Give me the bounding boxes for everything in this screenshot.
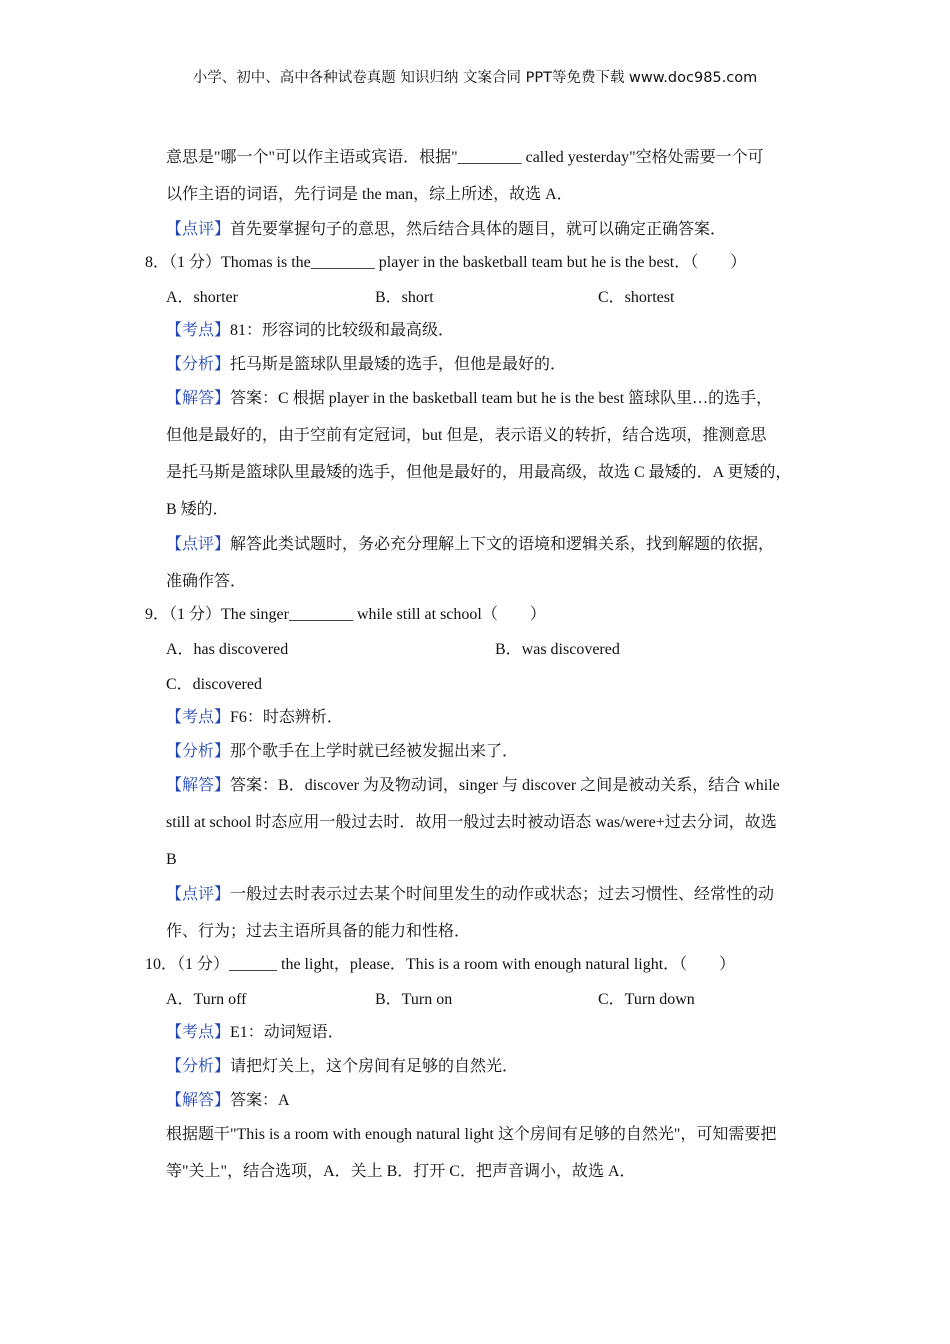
jieda-tag: 【解答】 xyxy=(166,1092,231,1109)
option-a: A．has discovered xyxy=(166,641,289,658)
jieda-line: 是托马斯是篮球队里最矮的选手，但他是最好的，用最高级，故选 C 最矮的．A 更矮的， xyxy=(166,464,792,481)
jieda-tag: 【解答】 xyxy=(166,777,231,794)
question-10-stem: 10．（1 分）______ the light，please．This is a room with enough natural light．（ ） xyxy=(145,956,736,973)
option-b: B．short xyxy=(375,289,434,306)
jieda-line: still at school 时态应用一般过去时．故用一般过去时被动语态 was/were+过去分词，故选 xyxy=(166,814,777,831)
fenxi-text: 那个歌手在上学时就已经被发掘出来了． xyxy=(230,743,519,760)
jieda-tag: 【解答】 xyxy=(166,390,231,407)
explanation-line: 以作主语的词语，先行词是 the man，综上所述，故选 A． xyxy=(166,186,573,203)
kaodian-tag: 【考点】 xyxy=(166,322,231,339)
option-b: B．Turn on xyxy=(375,991,453,1008)
option-a: A．shorter xyxy=(166,289,238,306)
dianping-tag: 【点评】 xyxy=(166,536,231,553)
fenxi-tag: 【分析】 xyxy=(166,1058,231,1075)
kaodian-row xyxy=(166,708,343,728)
jieda-text: 答案：C 根据 player in the basketball team but he is the best 篮球队里…的选手， xyxy=(230,390,773,407)
fenxi-text: 请把灯关上，这个房间有足够的自然光． xyxy=(230,1058,519,1075)
kaodian-tag: 【考点】 xyxy=(166,1024,231,1041)
option-a: A．Turn off xyxy=(166,991,247,1008)
dianping-tag: 【点评】 xyxy=(166,886,231,903)
dianping-row xyxy=(166,535,774,555)
jieda-row xyxy=(166,776,780,796)
jieda-row xyxy=(166,1091,290,1111)
kaodian-row xyxy=(166,1023,344,1043)
fenxi-row xyxy=(166,355,566,375)
option-c: C．Turn down xyxy=(598,991,695,1008)
question-9-stem: 9．（1 分）The singer________ while still at school（ ） xyxy=(145,606,546,623)
fenxi-tag: 【分析】 xyxy=(166,356,231,373)
fenxi-text: 托马斯是篮球队里最矮的选手，但他是最好的． xyxy=(230,356,567,373)
option-c: C．discovered xyxy=(166,676,262,693)
dianping-row xyxy=(166,885,774,905)
option-b: B．was discovered xyxy=(495,641,620,658)
fenxi-row xyxy=(166,742,518,762)
page-header: 小学、初中、高中各种试卷真题 知识归纳 文案合同 PPT等免费下载 www.doc985.com xyxy=(192,70,758,86)
dianping-tag: 【点评】 xyxy=(166,221,231,238)
dianping-text: 首先要掌握句子的意思，然后结合具体的题目，就可以确定正确答案． xyxy=(230,221,727,238)
question-8-stem: 8．（1 分）Thomas is the________ player in the basketball team but he is the best．（ ） xyxy=(145,254,747,271)
kaodian-text: E1：动词短语． xyxy=(230,1024,344,1041)
kaodian-text: F6：时态辨析． xyxy=(230,709,343,726)
jieda-line: 但他是最好的，由于空前有定冠词，but 但是，表示语义的转折，结合选项，推测意思 xyxy=(166,427,767,444)
kaodian-row xyxy=(166,321,454,341)
kaodian-text: 81：形容词的比较级和最高级． xyxy=(230,322,455,339)
explanation-line: 等"关上"，结合选项，A．关上 B．打开 C．把声音调小，故选 A． xyxy=(166,1163,636,1180)
option-c: C．shortest xyxy=(598,289,675,306)
dianping-row xyxy=(166,220,726,240)
explanation-line: 根据题干"This is a room with enough natural light 这个房间有足够的自然光"，可知需要把 xyxy=(166,1126,777,1143)
dianping-line: 作、行为；过去主语所具备的能力和性格． xyxy=(166,923,471,940)
jieda-line: B xyxy=(166,851,177,868)
explanation-line: 意思是"哪一个"可以作主语或宾语．根据"________ called yesterday"空格处需要一个可 xyxy=(166,149,764,166)
jieda-text: 答案：B．discover 为及物动词，singer 与 discover 之间是被动关系，结合 while xyxy=(230,777,780,794)
fenxi-tag: 【分析】 xyxy=(166,743,231,760)
dianping-line: 准确作答． xyxy=(166,573,247,590)
jieda-line: B 矮的． xyxy=(166,501,229,518)
kaodian-tag: 【考点】 xyxy=(166,709,231,726)
fenxi-row xyxy=(166,1057,518,1077)
dianping-text: 一般过去时表示过去某个时间里发生的动作或状态；过去习惯性、经常性的动 xyxy=(230,886,775,903)
dianping-text: 解答此类试题时，务必充分理解上下文的语境和逻辑关系，找到解题的依据， xyxy=(230,536,775,553)
jieda-row xyxy=(166,389,772,409)
jieda-text: 答案：A xyxy=(230,1092,290,1109)
